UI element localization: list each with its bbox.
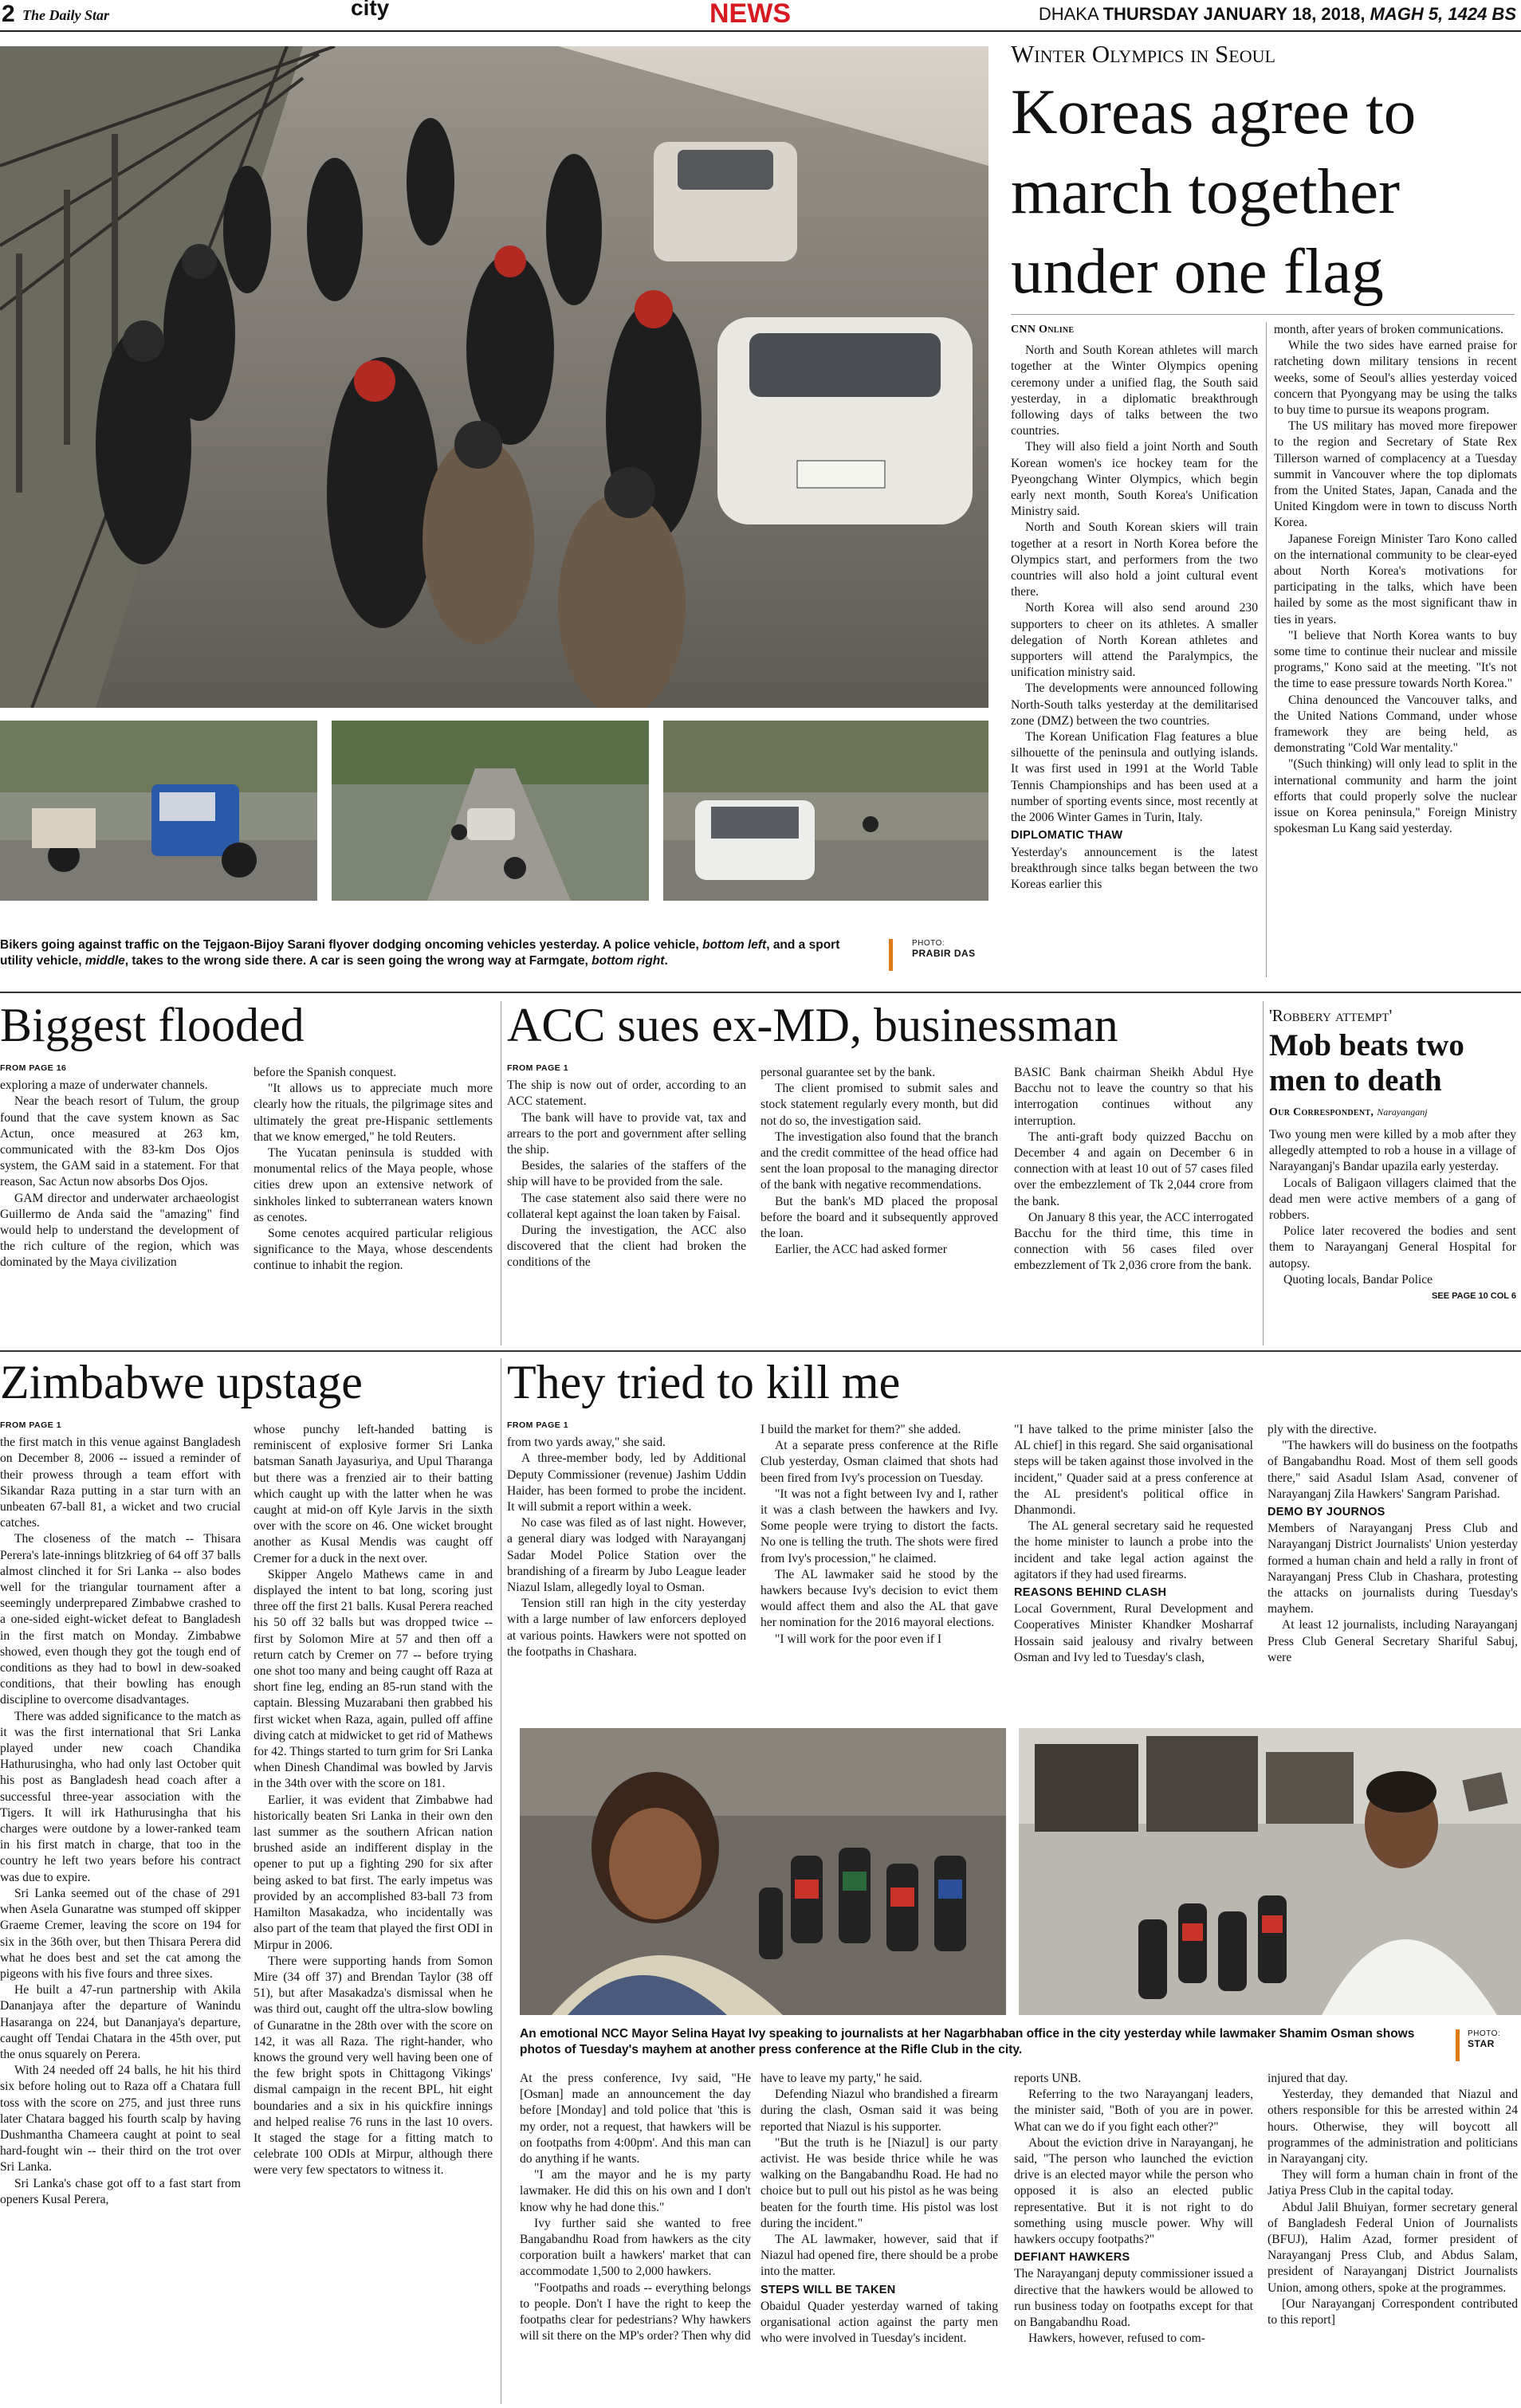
kill-b2-p1: have to leave my party," he said. xyxy=(760,2072,922,2085)
kill-credit-label: PHOTO: xyxy=(1468,2029,1501,2038)
page-number: 2 xyxy=(2,1,15,27)
kill-col-4 xyxy=(1268,1422,1518,1666)
korea-subhead-diplomatic-thaw: DIPLOMATIC THAW xyxy=(1011,829,1123,843)
zim-p7: Sri Lanka's chase got off to a fast start from openers Kusal Perera, xyxy=(0,2176,241,2206)
flooded-p4: before the Spanish conquest. xyxy=(254,1066,397,1079)
kill-b2-p3: "But the truth is he [Niazul] is our party activist. He was beside thrice while he was walking on the Bangabandhu Road. He had no choice but to pull out his pistol as he was being beaten for the fourth time. His pistol was lost during the incident." xyxy=(760,2135,998,2230)
zim-p10: Earlier, it was evident that Zimbabwe had historically beaten Sri Lanka in their own den last summer as the southern African nation brushed aside an indifferent display in the opener to put up a fighting 290 for six after being asked to bat first. The early impetus was provided by an accomplished 83-ball 73 from Hamilton Masakadza, who incidentally was also part of the team that played the first ODI in Mirpur in 2006. xyxy=(254,1793,493,1952)
flooded-col-2 xyxy=(254,1065,493,1275)
caption-part-1: Bikers going against traffic on the Tejgaon-Bijoy Sarani flyover dodging oncoming vehicles yesterday. A police vehicle, xyxy=(0,938,703,952)
zim-p2: The closeness of the match -- Thisara Perera's late-innings blitzkrieg of 64 off 37 balls almost clinched it for Sri Lanka -- also bodes well for the triangular tournament after a seemingly underprepared Zimbabwe crashed to a one-sided eight-wicket defeat to Bangladesh in the first match on Monday. Zimbabwe showed, even though they got the tough end of conditions as they had to bowl in dew-soaked conditions, that their bowling has enough discipline to overcome disadvantages. xyxy=(0,1532,241,1707)
paper-name: The Daily Star xyxy=(22,7,110,23)
flooded-headline: Biggest flooded xyxy=(0,999,305,1051)
kill-subhead-hawkers: DEFIANT HAWKERS xyxy=(1014,2251,1130,2265)
acc-p2: The bank will have to provide vat, tax and arrears to the port and government after selling the ship. xyxy=(507,1110,746,1157)
kill-bottom-col-3 xyxy=(1014,2071,1253,2347)
kill-p4: Tension still ran high in the city yesterday with a large number of law enforcers deployed at various points. Hawkers were not spotted on the footpaths in Chashara. xyxy=(507,1597,746,1659)
kill-col-1 xyxy=(507,1417,746,1660)
acc-col-3 xyxy=(1014,1065,1253,1275)
flooded-p5: "It allows us to appreciate much more clearly how the rituals, the pilgrimage sites and ultimately the great pre-Hispanic settlements that we know emerged," he told Reuters. xyxy=(254,1082,493,1144)
car-scene xyxy=(663,721,988,901)
kill-b1-p2: "I am the mayor and he is my party lawmaker. He did this on his own and I don't know why he had done this." xyxy=(520,2168,751,2214)
mob-byline xyxy=(1269,1105,1516,1119)
kill-b1-p4: "Footpaths and roads -- everything belongs to people. Don't I have the right to keep the footpaths clear for pedestrians? Why hawkers will sit there on the MP's order? Then why did xyxy=(520,2280,751,2343)
zim-p4: Sri Lanka seemed out of the chase of 291 when Asela Gunaratne was stumped off skipper Graeme Cremer, leaving the score on 194 for six in the 36th over, but then Thisara Perera did what he does best and set the cat among the pigeons with his five fours and three sixes. xyxy=(0,1886,241,1981)
korea-byline: CNN Online xyxy=(1011,324,1075,336)
caption-part-4: . xyxy=(664,954,668,968)
flooded-p3: GAM director and underwater archaeologist Guillermo de Anda said the "amazing" find would help to understand the development of the rich culture of the region, which was dominated by the Maya civilization xyxy=(0,1191,239,1270)
acc-p13: On January 8 this year, the ACC interrogated Bacchu for the third time, this time in connection with 56 cases filed over embezzlement of Tk 2,036 crore from the bank. xyxy=(1014,1210,1253,1273)
zim-p9: Skipper Angelo Mathews came in and displayed the intent to bat long, scoring just three off the first 21 balls. Kusal Perera reached his 50 off 32 balls but was dropped twice -- first by Solomon Mire at 57 and then off a return catch by Cremer on 77 -- before trying one shot too many and being caught off Raza at short fine leg, ending an 85-run stand with the captain. Blessing Muzarabani then grabbed his first wicket when Raza, again, pulled off affine diving catch at midwicket to get rid of Mathews for 42. Things started to turn grim for Sri Lanka when Dinesh Chandimal was bowled by Jarvis in the 34th over with the score on 181. xyxy=(254,1567,493,1791)
korea-col-1 xyxy=(1011,322,1258,893)
acc-p9: But the bank's MD placed the proposal before the board and it subsequently approved the loan. xyxy=(760,1194,998,1241)
kill-p9: "I will work for the poor even if I xyxy=(775,1632,942,1646)
kill-photo-credit xyxy=(1456,2029,1500,2061)
suv-scene xyxy=(332,721,649,901)
acc-headline: ACC sues ex-MD, businessman xyxy=(507,999,1118,1051)
kill-b3-p5: Hawkers, however, refused to com- xyxy=(1028,2331,1205,2346)
acc-from: FROM PAGE 1 xyxy=(507,1063,569,1073)
zim-from: FROM PAGE 1 xyxy=(0,1420,62,1430)
mob-body xyxy=(1269,1127,1516,1304)
zim-p1: the first match in this venue against Bangladesh on December 8, 2006 -- issued a reminder of their prowess through a team effort with Sikandar Raza putting in a star turn with an unbeaten 67-ball 81, a wicket and two crucial catches. xyxy=(0,1436,241,1530)
flooded-p1: exploring a maze of underwater channels. xyxy=(0,1078,208,1093)
acc-p12: The anti-graft body quizzed Bacchu on December 4 and again on December 6 in connection with at least 10 out of 57 cases filed over the embezzlement of Tk 2,044 crore from the bank. xyxy=(1014,1129,1253,1208)
zim-p8: whose punchy left-handed batting is reminiscent of explosive former Sri Lanka batsman Sanath Jayasuriya, and Upul Tharanga but there was a frenzied air to their batting which caught up with the latter when he was caught at mid-on off Kyle Jarvis in the sixth over with the score on 46. One wicket brought another as Kusal Mendis was caught off Cremer for a duck in the next over. xyxy=(254,1423,493,1565)
korea-headline: Koreas agree to march together under one flag xyxy=(1011,76,1417,307)
kill-p13: ply with the directive. xyxy=(1268,1423,1377,1436)
kill-p14: "The hawkers will do business on the footpaths of Bangabandhu Road. Most of them sell goods there," said Asadul Islam Asad, convener of Narayanganj Zila Hawkers' Sangram Parishad. xyxy=(1268,1439,1518,1501)
credit-label: PHOTO: xyxy=(912,939,945,948)
kill-b4-p5: [Our Narayanganj Correspondent contributed to this report] xyxy=(1268,2296,1518,2327)
kill-p2: A three-member body, led by Additional Deputy Commissioner (revenue) Jashim Uddin Haider, has been formed to probe the incident. It will submit a report within a week. xyxy=(507,1451,746,1514)
caption-em-3: bottom right xyxy=(592,954,665,968)
kill-b1-p3: Ivy further said she wanted to free Bangabandhu Road from hawkers as the city corporation built a hawkers' market that can accommodate 1,500 to 2,000 hawkers. xyxy=(520,2216,751,2279)
korea-p8: month, after years of broken communications. xyxy=(1274,323,1503,336)
kill-bottom-col-4 xyxy=(1268,2071,1518,2328)
kill-b3-p4: The Narayanganj deputy commissioner issued a directive that the hawkers would be allowed to run business today on footpaths except for that on Bangabandhu Road. xyxy=(1014,2267,1253,2330)
kill-b2-p4: The AL lawmaker, however, said that if Niazul had opened fire, there should be a probe into the matter. xyxy=(760,2233,998,2279)
kill-p11: The AL general secretary said he requested the home minister to launch a probe into the incident and take legal action against the agitators if they had used firearms. xyxy=(1014,1519,1253,1581)
korea-p13: China denounced the Vancouver talks, and the United Nations Command, under whose framework they are being held, as demonstrating "Cold War mentality." xyxy=(1274,693,1517,756)
kill-photo-caption: An emotional NCC Mayor Selina Hayat Ivy speaking to journalists at her Nagarbhaban office in the city yesterday while lawmaker Shamim Osman shows photos of Tuesday's mayhem at another press conference at the Rifle Club in the city. xyxy=(520,2027,1415,2056)
kill-p10: "I have talked to the prime minister [also the AL chief] in this regard. She said organisational steps will be taken against those involved in the incident," Quader said at a press conference at the AL president's political office in Dhanmondi. xyxy=(1014,1423,1253,1518)
kill-p7: "It was not a fight between Ivy and I, rather it was a clash between the hawkers and Ivy. Some people were trying to distort the facts. No one is telling the truth. The shots were fired from Ivy's procession," he claimed. xyxy=(760,1487,998,1565)
acc-p1: The ship is now out of order, according to an ACC statement. xyxy=(507,1078,746,1109)
kill-p15: Members of Narayanganj Press Club and Narayanganj District Journalists' Union yesterday formed a human chain and held a rally in front of Narayanganj Press Club in Chashara, protesting the attacks on journalists during Tuesday's mayhem. xyxy=(1268,1522,1518,1616)
korea-p10: The US military has moved more firepower to the region and Secretary of State Rex Tillerson warned of complacency at a Tuesday summit in Vancouver where the top diplomats from the United States, Japan, Canada and the United Kingdom were in town to discuss North Korea. xyxy=(1274,419,1517,530)
kill-from: FROM PAGE 1 xyxy=(507,1420,569,1430)
photo-shamim-osman xyxy=(1019,1728,1521,2015)
kill-col-2 xyxy=(760,1422,998,1648)
zim-p11: There were supporting hands from Somon Mire (34 off 37) and Brendan Taylor (38 off 51), but after Masakadza's dismissal when he was third out, caught off the ultra-slow bowling of Gunaratne in the 28th over with the score on 142, it was all Raza. The right-hander, who knows the ground very well having been one of the few bright spots in Chittagong Vikings' dismal campaign in the recent BPL, hit eight boundaries and a six in his quickfire innings and helped realise 76 runs in the last 10 overs. It staged the stage for a fitting match to celebrate 100 ODIs at Mirpur, although there were very few spectators to witness it. xyxy=(254,1954,493,2178)
kill-p16: At least 12 journalists, including Narayanganj Press Club General Secretary Shariful Sabuj, were xyxy=(1268,1618,1518,1664)
korea-column-rule xyxy=(1266,322,1267,977)
kill-b3-p2: Referring to the two Narayanganj leaders, the minister said, "Both of you are in power. What can we do if you fight each other?" xyxy=(1014,2088,1253,2134)
kill-b3-p1: reports UNB. xyxy=(1014,2072,1082,2085)
kill-col-3 xyxy=(1014,1422,1253,1666)
caption-part-2: , and a sport utility vehicle, xyxy=(0,938,840,968)
flooded-p6: The Yucatan peninsula is studded with monumental relics of the Maya people, whose cities drew upon an extensive network of sinkholes linked to subterranean waters known as cenotes. xyxy=(254,1146,493,1224)
korea-p14: "(Such thinking) will only lead to split in the international community and harm the joint efforts that could properly solve the nuclear issue on Korea peninsula," Foreign Ministry spokesman Lu Kang said yesterday. xyxy=(1274,757,1517,836)
flyover-scene xyxy=(0,46,988,708)
acc-p5: During the investigation, the ACC also discovered that the client had broken the conditions of the xyxy=(507,1224,746,1270)
acc-p7: The client promised to submit sales and stock statement regularly every month, but did not do so, the investigation said. xyxy=(760,1082,998,1128)
photo-car-wrong-way xyxy=(663,721,988,901)
kill-p8: The AL lawmaker said he stood by the hawkers because Ivy's decision to evict them would affect them and also the AL that gave her nomination for the 2016 mayoral elections. xyxy=(760,1567,998,1630)
kill-b1-p1: At the press conference, Ivy said, "He [Osman] made an announcement the day before [Monday] and told police that 'this is my order, not a request, that hawkers will be on footpaths from 4:00pm'. And this man can do anything if he wants. xyxy=(520,2072,751,2166)
kill-b4-p4: Abdul Jalil Bhuiyan, former secretary general of Bangladesh Federal Union of Journalists (BFUJ), Halim Azad, former president of Narayanganj Press Club, and Abdus Salam, president of Narayanganj District Journalists Union, among others, spoke at the programmes. xyxy=(1268,2200,1518,2295)
zim-col-1 xyxy=(0,1417,241,2208)
zim-p5: He built a 47-run partnership with Akila Dananjaya after the departure of Wanindu Hasaranga on 224, but Dananjaya's departure, caught off Tendai Chatara in the 45th over, put the onus squarely on Perera. xyxy=(0,1983,241,2061)
mob-kicker: 'Robbery attempt' xyxy=(1269,1006,1393,1025)
kill-p1: from two yards away," she said. xyxy=(507,1436,666,1450)
korea-p4: North Korea will also send around 230 supporters to cheer on its athletes. A smaller delegation of North Korean athletes and supporters will attend the Paralympics, the unification ministry said. xyxy=(1011,601,1258,680)
flooded-from: FROM PAGE 16 xyxy=(0,1063,67,1073)
korea-p2: They will also field a joint North and South Korean women's ice hockey team for the Pyeongchang Winter Olympics, which begin early next month, South Korea's Unification Ministry said. xyxy=(1011,440,1258,519)
zim-p6: With 24 needed off 24 balls, he hit his third six before holing out to Raza off a Chatara full toss with the score on 275, and just three runs later Chatara bagged his fourth scalp by having Dushmantha Chameera caught at point to seal hard-fought win -- their third on the trot over Sri Lanka. xyxy=(0,2064,241,2174)
mob-p2: Locals of Baligaon villagers claimed that the dead men were active members of a gang of robbers. xyxy=(1269,1176,1516,1223)
photo-sport-utility-vehicle xyxy=(332,721,649,901)
police-vehicle-scene xyxy=(0,721,317,901)
kill-headline: They tried to kill me xyxy=(507,1356,901,1408)
mob-headline: Mob beats two men to death xyxy=(1269,1028,1464,1098)
zim-col-2 xyxy=(254,1422,493,2179)
kill-p3: No case was filed as of last night. However, a general diary was lodged with Narayanganj Sadar Model Police Station over the brandishing of a firearm by Jubo League leader Niazul Islam, allegedly loyal to Osman. xyxy=(507,1516,746,1595)
kill-credit-name: STAR xyxy=(1468,2038,1495,2049)
mob-p1: Two young men were killed by a mob after they allegedly attempted to rob a house in a village of Narayanganj's Bandar upazila early yesterday. xyxy=(1269,1128,1516,1174)
shamim-osman-scene xyxy=(1019,1728,1521,2015)
section-divider-1 xyxy=(0,992,1521,993)
kill-p12: Local Government, Rural Development and Cooperatives Minister Khandker Mosharraf Hossain said jealousy and rivalry between Osman and Ivy led to Tuesday's clash, xyxy=(1014,1602,1253,1664)
mayor-ivy-scene xyxy=(520,1728,1006,2015)
acc-p3: Besides, the salaries of the staffers of the ship will have to be provided from the sale. xyxy=(507,1159,746,1189)
korea-p1: North and South Korean athletes will march together at the Winter Olympics opening ceremony under a unified flag, the South said yesterday, in a diplomatic breakthrough following days of talks between the two countries. xyxy=(1011,344,1258,438)
flooded-col-1 xyxy=(0,1060,239,1271)
top-photo-credit xyxy=(889,939,976,971)
kill-subhead-reasons: REASONS BEHIND CLASH xyxy=(1014,1586,1167,1600)
mob-p4: Quoting locals, Bandar Police xyxy=(1283,1272,1433,1286)
acc-p10: Earlier, the ACC had asked former xyxy=(775,1243,947,1257)
flooded-p7: Some cenotes acquired particular religious significance to the Maya, whose descendents continue to inhabit the region. xyxy=(254,1227,493,1273)
dateline-bangla: MAGH 5, 1424 BS xyxy=(1370,4,1516,24)
kill-b4-p3: They will form a human chain in front of the Jatiya Press Club in the capital today. xyxy=(1268,2168,1518,2198)
kill-b3-p3: About the eviction drive in Narayanganj, he said, "The person who launched the eviction drive is an elected mayor while the person who opposed it is also an elected public representative. But it is not right to do something using muscle power. Why will hawkers occupy footpaths?" xyxy=(1014,2135,1253,2247)
kill-subhead-steps: STEPS WILL BE TAKEN xyxy=(760,2283,896,2296)
kill-b4-p2: Yesterday, they demanded that Niazul and others responsible for this be arrested within 24 hours. Otherwise, they will boycott all programmes of the administration and politicians in Narayanganj city. xyxy=(1268,2088,1518,2166)
acc-col-2 xyxy=(760,1065,998,1258)
mob-byline-place: Narayanganj xyxy=(1377,1106,1428,1118)
kill-b2-p5: Obaidul Quader yesterday warned of taking organisational action against the party men who were involved in Tuesday's incident. xyxy=(760,2299,998,2346)
caption-em-2: middle xyxy=(84,954,125,968)
kill-subhead-demo: DEMO BY JOURNOS xyxy=(1268,1506,1385,1519)
dateline-city: DHAKA xyxy=(1038,4,1103,24)
section-logo: city xyxy=(351,0,390,20)
acc-right-rule xyxy=(1263,1001,1264,1345)
kill-p6: At a separate press conference at the Rifle Club yesterday, Osman claimed that shots had been fired from Ivy's procession on Tuesday. xyxy=(760,1439,998,1485)
korea-p5: The developments were announced following North-South talks yesterday at the demilitarised zone (DMZ) between the two countries. xyxy=(1011,682,1258,728)
section-divider-2 xyxy=(0,1350,1521,1352)
korea-col-2 xyxy=(1274,322,1517,838)
kill-p5: I build the market for them?" she added. xyxy=(760,1423,961,1436)
korea-kicker: Winter Olympics in Seoul xyxy=(1011,40,1275,68)
korea-p3: North and South Korean skiers will train together at a resort in North Korea before the Olympics start, and performers from the two countries will also hold a joint cultural event there. xyxy=(1011,520,1258,599)
section-name: NEWS xyxy=(709,0,791,29)
caption-part-3: , takes to the wrong side there. A car is seen going the wrong way at Farmgate, xyxy=(124,954,592,968)
credit-name: PRABIR DAS xyxy=(912,948,976,959)
korea-p7: Yesterday's announcement is the latest breakthrough since talks began between the two Koreas earlier this xyxy=(1011,845,1258,891)
dateline xyxy=(1039,4,1516,25)
photo-mayor-ivy xyxy=(520,1728,1006,2015)
caption-em-1: bottom left xyxy=(702,938,767,952)
korea-p12: "I believe that North Korea wants to buy some time to continue their nuclear and missile programs," Kono said at the meeting. "It's not the time to ease pressure towards North Korea." xyxy=(1274,628,1517,691)
photo-police-vehicle xyxy=(0,721,317,901)
zim-p3: There was added significance to the match as it was the first international that Sri Lanka played under new coach Chandika Hathurusingha, who had only last October quit his post as Bangladesh head coach after a successful three-year association with the Tigers. It will irk Hathurusingha that his charges were outdone by a lower-ranked team in his first match in charge, that too in the country he left two years before his contract was due to expire. xyxy=(0,1709,241,1884)
main-photo-flyover-bikers xyxy=(0,46,988,708)
zim-headline: Zimbabwe upstage xyxy=(0,1356,363,1408)
mob-byline-name: Our Correspondent, xyxy=(1269,1106,1374,1118)
mob-see-page-link[interactable]: SEE PAGE 10 COL 6 xyxy=(1432,1291,1516,1302)
acc-p4: The case statement also said there were no collateral kept against the loan taken by Faisal. xyxy=(507,1191,746,1221)
korea-headline-rule xyxy=(1011,314,1515,315)
kill-bottom-col-2 xyxy=(760,2071,998,2347)
kill-b2-p2: Defending Niazul who brandished a firearm during the clash, Osman said it was being reported that Niazul is his supporter. xyxy=(760,2088,998,2134)
masthead xyxy=(0,0,1521,32)
korea-p9: While the two sides have earned praise for ratcheting down military tensions in recent weeks, some of Seoul's allies yesterday voiced concern that Pyongyang may be using the talks to buy time to pursue its weapons program. xyxy=(1274,339,1517,418)
kill-bottom-col-1 xyxy=(520,2071,751,2344)
kill-b4-p1: injured that day. xyxy=(1268,2072,1348,2085)
acc-p11: BASIC Bank chairman Sheikh Abdul Hye Bacchu not to leave the country so that his interrogation continues without any interruption. xyxy=(1014,1066,1253,1128)
dateline-date: THURSDAY JANUARY 18, 2018, xyxy=(1102,4,1370,24)
top-photo-caption xyxy=(0,937,845,969)
acc-col-1 xyxy=(507,1060,746,1271)
acc-p8: The investigation also found that the branch and the credit committee of the head office had sent the loan proposal to the managing director of the bank with negative recommendations. xyxy=(760,1129,998,1192)
korea-p6: The Korean Unification Flag features a blue silhouette of the peninsula and outlying islands. It was first used in 1991 at the World Table Tennis Championships and has been used at a number of sporting events since, most recently at the 2006 Winter Games in Turin, Italy. xyxy=(1011,730,1258,825)
acc-p6: personal guarantee set by the bank. xyxy=(760,1066,936,1079)
flooded-p2: Near the beach resort of Tulum, the group found that the cave system known as Sac Actun, once measured at 263 km, communicated with the 83-km Dos Ojos system, the GAM said in a statement. For that reason, Sac Actun now absorbs Dos Ojos. xyxy=(0,1094,239,1189)
korea-p11: Japanese Foreign Minister Taro Kono called on the international community to be clear-eyed about North Korea's motivations for participating in the talks, which have been hailed by some as the most significant thaw in ties in years. xyxy=(1274,532,1517,627)
mob-p3: Police later recovered the bodies and sent them to Narayanganj General Hospital for autopsy. xyxy=(1269,1224,1516,1271)
